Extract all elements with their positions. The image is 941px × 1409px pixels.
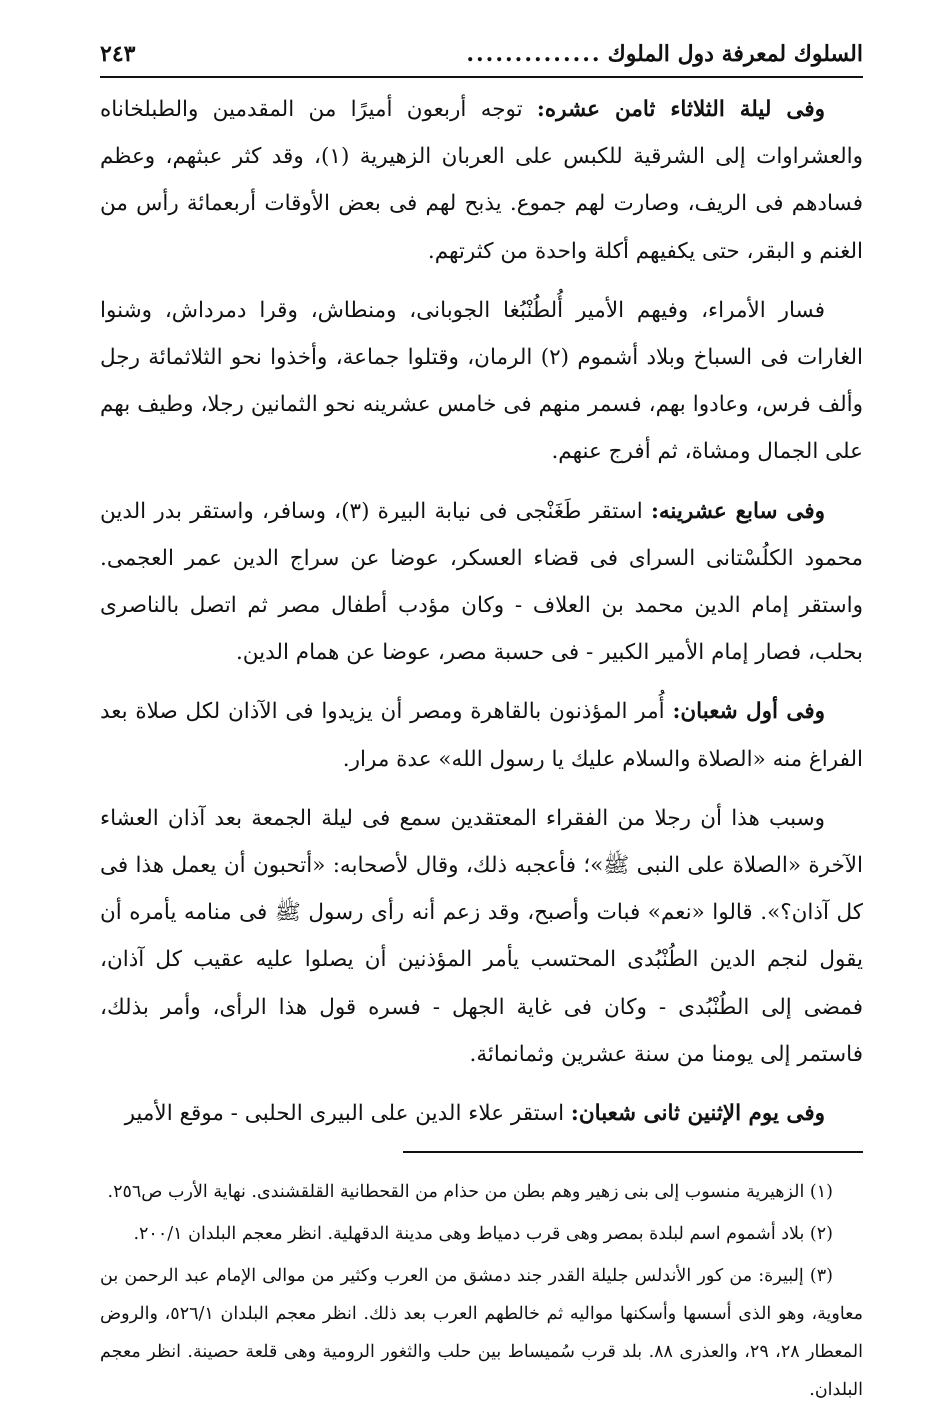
paragraph [100, 688, 863, 782]
paragraph-text: توجه أربعون أميرًا من المقدمين والطبلخاناه والعشراوات إلى الشرقية للكبس على العربان الزهيرية (١)، وقد كثر عبثهم، وعظم فسادهم فى الريف، وصارت لهم جموع. يذبح لهم فى بعض الأوقات أربعمائة رأس من الغنم و البقر، حتى يكفيهم أكلة واحدة من كثرتهم. [100, 97, 863, 264]
paragraph-lead: وفى أول شعبان: [672, 699, 825, 725]
footnote: (٢) بلاد أشموم اسم لبلدة بمصر وهى قرب دمياط وهى مدينة الدقهلية. انظر معجم البلدان ٢٠٠/١. [133, 1223, 833, 1244]
paragraph [100, 795, 863, 1078]
book-title: السلوك لمعرفة دول الملوك [607, 41, 863, 67]
paragraph-text: استقر علاء الدين على البيرى الحلبى - موقع الأمير [124, 1101, 571, 1127]
running-head [100, 36, 863, 76]
footnote-separator [403, 1151, 863, 1153]
leader-dots: .............. [466, 41, 602, 67]
footnote: (١) الزهيرية منسوب إلى بنى زهير وهم بطن من حذام من القحطانية القلقشندى. نهاية الأرب ص٢٥٦. [107, 1181, 833, 1202]
paragraph [100, 86, 863, 275]
paragraph-lead: وفى سابع عشرينه: [650, 498, 825, 524]
paragraph-text: فسار الأمراء، وفيهم الأمير أُلطُنْبُغا الجوبانى، ومنطاش، وقرا دمرداش، وشنوا الغارات فى السباخ وبلاد أشموم (٢) الرمان، وقتلوا جماعة، وأخذوا نحو الثلاثمائة رجل وألف فرس، وعادوا بهم، فسمر منهم فى خامس عشرينه نحو الثمانين رجلا، وطيف بهم على الجمال ومشاة، ثم أفرج عنهم. [100, 297, 863, 465]
paragraph [100, 1090, 863, 1137]
paragraph-text: استقر طَغَنْجى فى نيابة البيرة (٣)، وسافر، واستقر بدر الدين محمود الكلُسْتانى السراى فى قضاء العسكر، عوضا عن سراج الدين عمر العجمى. واستقر إمام الدين محمد بن العلاف - وكان مؤدب أطفال مصر ثم اتصل بالناصرى بحلب، فصار إمام الأمير الكبير - فى حسبة مصر، عوضا عن همام الدين. [100, 498, 863, 666]
header-rule [100, 76, 863, 78]
page-number: ٢٤٣ [100, 41, 136, 67]
paragraph [100, 287, 863, 476]
paragraph-lead: وفى يوم الإثنين ثانى شعبان: [570, 1101, 825, 1127]
paragraph-text: أُمر المؤذنون بالقاهرة ومصر أن يزيدوا فى الآذان لكل صلاة بعد الفراغ منه «الصلاة والسلام عليك يا رسول الله» عدة مرار. [100, 699, 863, 772]
paragraph-text: وسبب هذا أن رجلا من الفقراء المعتقدين سمع فى ليلة الجمعة بعد آذان العشاء الآخرة «الصلاة على النبى ﷺ»؛ فأعجبه ذلك، وقال لأصحابه: «أتحبون أن يعمل هذا فى كل آذان؟». قالوا «نعم» فبات وأصبح، وقد زعم أنه رأى رسول ﷺ فى منامه يأمره أن يقول لنجم الدين الطُنْبُدى المحتسب يأمر المؤذنين أن يصلوا عليه عقيب كل آذان، فمضى إلى الطُنْبُدى - وكان فى غاية الجهل - فسره قول هذا الرأى، وأمر بذلك، فاستمر إلى يومنا من سنة عشرين وثمانمائة. [100, 805, 863, 1067]
footnote: (٣) إلبيرة: من كور الأندلس جليلة القدر جند دمشق من العرب وكثير من موالى الإمام عبد الرحمن بن معاوية، وهو الذى أسسها وأسكنها مواليه ثم خالطهم العرب بعد ذلك. انظر معجم البلدان ٥٢٦/١، والروض المعطار ٢٨، ٢٩، والعذرى ٨٨. بلد قرب سُميساط بين حلب والثغور الرومية وهى قلعة حصينة. انظر معجم البلدان. [100, 1265, 863, 1400]
paragraph-lead: وفى ليلة الثلاثاء ثامن عشره: [536, 97, 825, 122]
paragraph [100, 488, 863, 677]
